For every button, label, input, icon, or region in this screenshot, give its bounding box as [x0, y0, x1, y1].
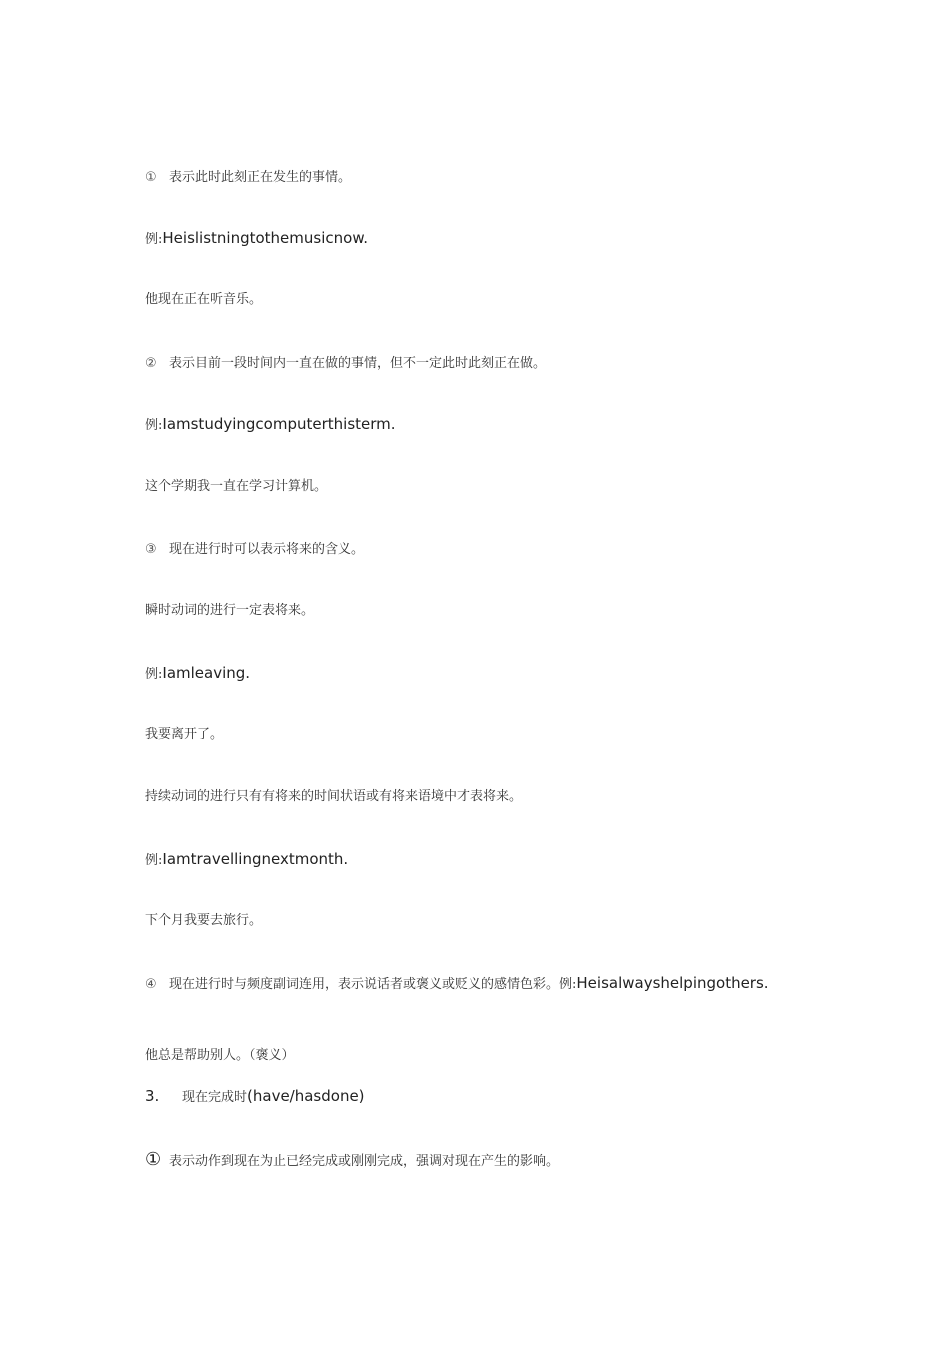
circled-number-marker: ③	[145, 542, 157, 557]
point-4-line	[145, 973, 769, 995]
translation-line: 我要离开了。	[145, 727, 224, 742]
circled-number-marker: ④	[145, 977, 157, 992]
example-prefix: 例:	[145, 853, 163, 868]
example-sentence: Iamtravellingnextmonth.	[162, 850, 349, 868]
translation-line: 他总是帮助别人。（褒义）	[145, 1048, 295, 1063]
example-prefix: 例:	[145, 418, 163, 433]
example-line	[145, 849, 348, 871]
point-text: 现在进行时可以表示将来的含义。	[169, 542, 365, 557]
example-sentence: Iamleaving.	[162, 664, 251, 682]
example-sentence: Iamstudyingcomputerthisterm.	[162, 415, 396, 433]
circled-number-marker: ①	[145, 170, 157, 185]
example-sentence: Heisalwayshelpingothers.	[576, 974, 769, 992]
point-2-line	[145, 353, 546, 374]
point-text: 表示动作到现在为止已经完成或刚刚完成，强调对现在产生的影响。	[169, 1154, 560, 1169]
example-prefix: 例:	[145, 232, 163, 247]
point-1-line	[145, 1150, 559, 1172]
section-heading	[145, 1086, 365, 1108]
section-title: 现在完成时	[182, 1090, 248, 1105]
circled-number-marker: ②	[145, 356, 157, 371]
example-line	[145, 414, 396, 436]
point-text: 表示此时此刻正在发生的事情。	[169, 170, 352, 185]
section-number: 3.	[145, 1087, 160, 1105]
translation-line: 这个学期我一直在学习计算机。	[145, 479, 328, 494]
section-title-formula: (have/hasdone)	[247, 1087, 365, 1105]
example-line	[145, 663, 250, 685]
note-line: 持续动词的进行只有有将来的时间状语或有将来语境中才表将来。	[145, 789, 523, 804]
example-sentence: Heislistningtothemusicnow.	[162, 229, 368, 247]
translation-line: 下个月我要去旅行。	[145, 913, 263, 928]
example-line	[145, 228, 368, 250]
point-3-line	[145, 539, 364, 560]
point-1-line	[145, 167, 351, 188]
point-text: 表示目前一段时间内一直在做的事情，但不一定此时此刻正在做。	[169, 356, 547, 371]
point-text: 现在进行时与频度副词连用，表示说话者或褒义或贬义的感情色彩。例:	[169, 977, 577, 992]
circled-number-marker: ①	[145, 1149, 162, 1170]
note-line: 瞬时动词的进行一定表将来。	[145, 603, 315, 618]
example-prefix: 例:	[145, 667, 163, 682]
translation-line: 他现在正在听音乐。	[145, 292, 263, 307]
